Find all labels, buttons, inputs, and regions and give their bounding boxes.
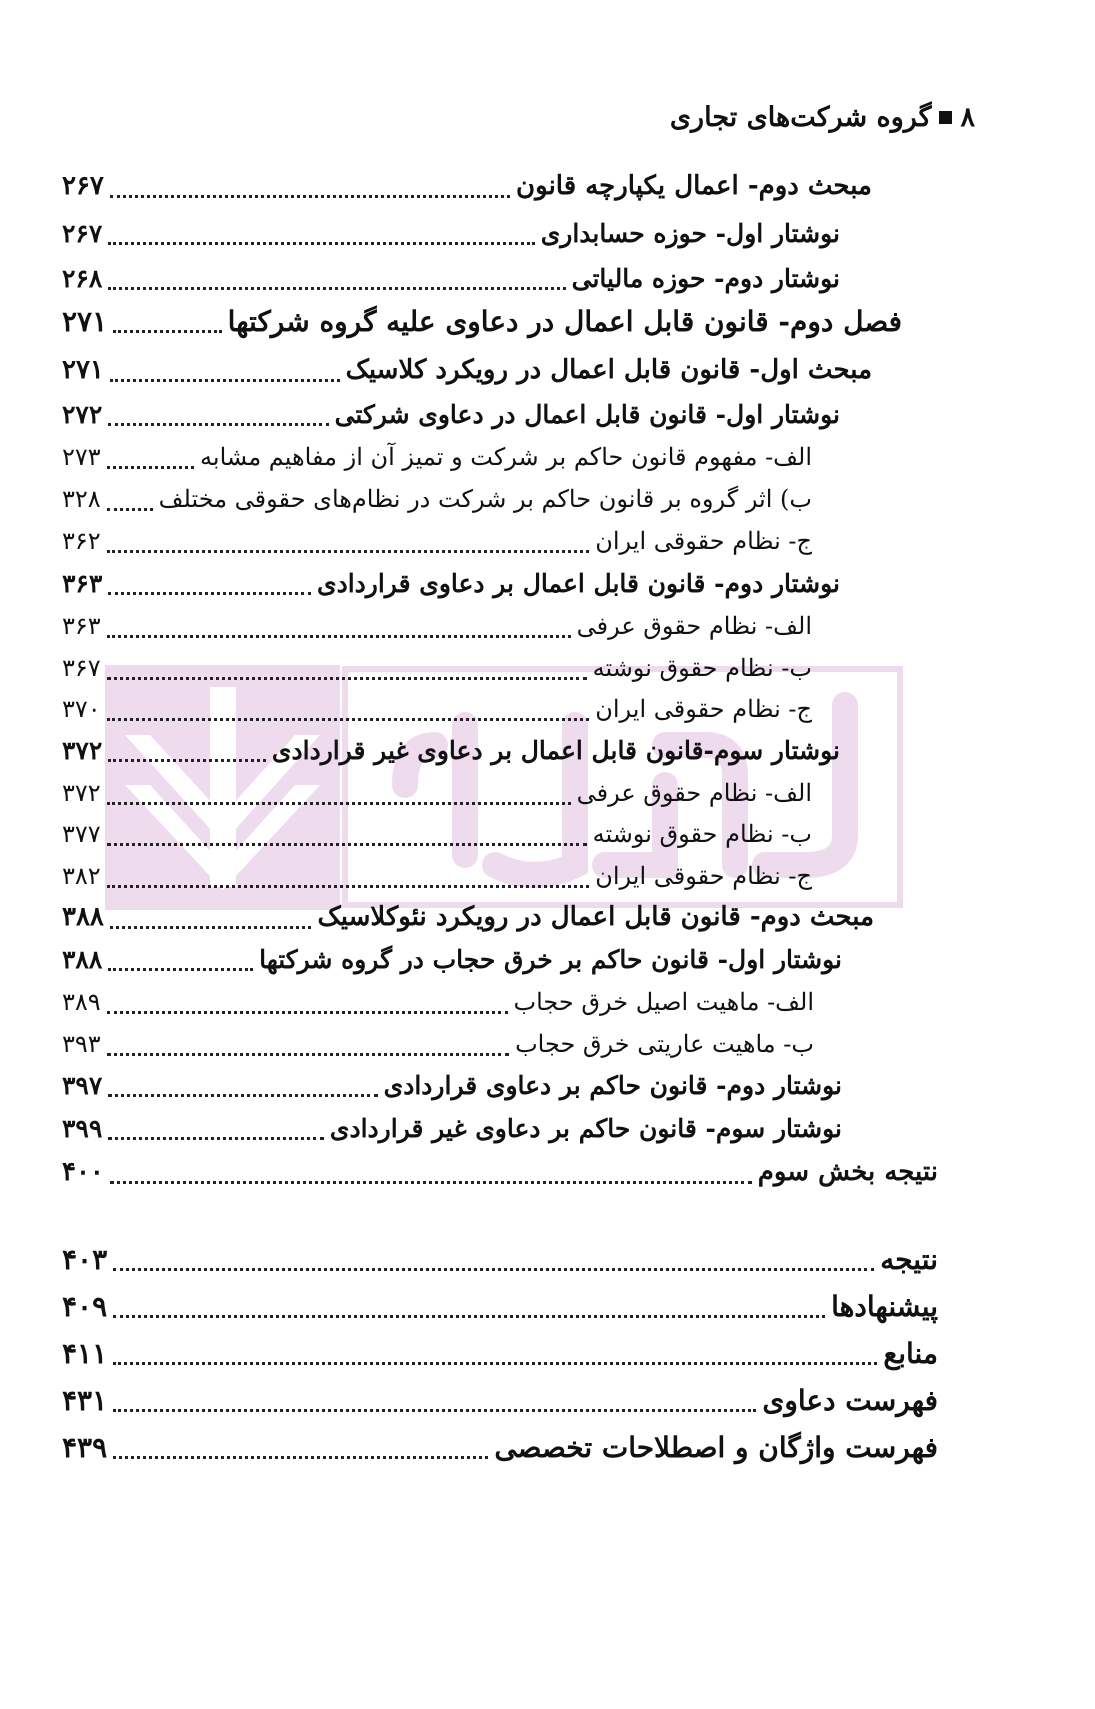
dot-leader <box>110 926 312 929</box>
toc-entry-title: ب) اثر گروه بر قانون حاکم بر شرکت در نظام‌های حقوقی مختلف <box>158 485 812 513</box>
toc-entry[interactable] <box>62 1105 842 1151</box>
toc-entry-title: فهرست واژگان و اصطلاحات تخصصی <box>494 1430 938 1464</box>
dot-leader <box>107 1011 508 1014</box>
toc-entry[interactable] <box>62 1283 938 1329</box>
toc-entry[interactable] <box>62 727 840 773</box>
toc-entry-page: ۲۶۷ <box>62 171 104 201</box>
toc-entry-title: ب- نظام حقوق نوشته <box>592 654 812 682</box>
toc-entry-title: فصل دوم- قانون قابل اعمال در دعاوی علیه گروه شرکتها <box>227 304 902 338</box>
dot-leader <box>110 195 510 198</box>
toc-entry-page: ۳۹۳ <box>62 1030 101 1058</box>
toc-entry[interactable] <box>62 1236 938 1282</box>
toc-entry-page: ۳۹۹ <box>62 1113 103 1143</box>
toc-entry-title: نوشتار اول- قانون قابل اعمال در دعاوی شرکتی <box>334 399 840 429</box>
toc-entry-page: ۲۷۳ <box>62 443 101 471</box>
dot-leader <box>108 1094 377 1097</box>
dot-leader <box>107 635 571 638</box>
toc-entry-page: ۴۰۰ <box>62 1157 104 1187</box>
toc-entry-title: الف- نظام حقوق عرفی <box>576 612 812 640</box>
toc-entry[interactable] <box>62 979 814 1025</box>
toc-entry-page: ۲۷۱ <box>62 355 104 385</box>
toc-entry[interactable] <box>62 163 872 209</box>
book-title: گروه شرکت‌های تجاری <box>669 102 932 133</box>
toc-entry[interactable] <box>62 811 812 857</box>
toc-entry[interactable] <box>62 686 812 732</box>
dot-leader <box>108 1137 324 1140</box>
toc-entry-page: ۴۱۱ <box>62 1336 108 1370</box>
toc-entry[interactable] <box>62 391 840 437</box>
toc-entry[interactable] <box>62 1062 842 1108</box>
toc-entry[interactable] <box>62 936 842 982</box>
toc-entry[interactable] <box>62 434 812 480</box>
toc-entry[interactable] <box>62 1149 938 1195</box>
toc-entry-page: ۴۳۱ <box>62 1383 108 1417</box>
toc-entry-title: نوشتار سوم-قانون قابل اعمال بر دعاوی غیر قراردادی <box>271 735 840 765</box>
toc-entry[interactable] <box>62 645 812 691</box>
toc-entry-title: نوشتار اول- قانون حاکم بر خرق حجاب در گروه شرکتها <box>259 944 842 974</box>
toc-entry[interactable] <box>62 1424 938 1470</box>
toc-entry-title: فهرست دعاوی <box>762 1383 938 1417</box>
toc-entry-page: ۳۷۷ <box>62 820 101 848</box>
dot-leader <box>108 968 253 971</box>
running-header <box>670 102 975 133</box>
toc-entry-title: نتیجه بخش سوم <box>757 1157 938 1187</box>
toc-entry-page: ۳۲۸ <box>62 485 101 513</box>
toc-entry-title: الف- ماهیت اصیل خرق حجاب <box>513 988 814 1016</box>
dot-leader <box>107 508 153 511</box>
toc-entry-title: مبحث اول- قانون قابل اعمال در رویکرد کلاسیک <box>345 355 872 385</box>
toc-entry-page: ۳۶۲ <box>62 527 101 555</box>
toc-entry-page: ۳۶۳ <box>62 568 103 598</box>
toc-entry[interactable] <box>62 298 902 344</box>
dot-leader <box>107 550 590 553</box>
toc-entry-page: ۲۷۱ <box>62 304 108 338</box>
toc-entry-page: ۳۶۷ <box>62 654 101 682</box>
toc-entry-title: ج- نظام حقوقی ایران <box>595 862 812 890</box>
toc-entry-page: ۳۷۲ <box>62 779 101 807</box>
toc-entry-page: ۳۸۹ <box>62 988 101 1016</box>
toc-entry-page: ۲۶۸ <box>62 263 103 293</box>
dot-leader <box>107 677 587 680</box>
toc-entry-title: الف- نظام حقوق عرفی <box>576 779 812 807</box>
page-number: ۸ <box>960 102 975 133</box>
toc-entry-title: نوشتار دوم- قانون حاکم بر دعاوی قراردادی <box>383 1070 842 1100</box>
toc-entry-page: ۳۸۸ <box>62 944 103 974</box>
toc-entry-page: ۳۸۲ <box>62 862 101 890</box>
toc-entry-page: ۲۶۷ <box>62 218 103 248</box>
toc-entry-title: ج- نظام حقوقی ایران <box>595 527 812 555</box>
toc-entry-title: الف- مفهوم قانون حاکم بر شرکت و تمیز آن از مفاهیم مشابه <box>200 443 812 471</box>
dot-leader <box>110 1181 752 1184</box>
toc-entry-title: نوشتار سوم- قانون حاکم بر دعاوی غیر قراردادی <box>329 1113 842 1143</box>
toc-entry[interactable] <box>62 476 812 522</box>
toc-entry-page: ۴۰۳ <box>62 1242 108 1276</box>
dot-leader <box>113 1456 488 1459</box>
toc-entry-page: ۴۳۹ <box>62 1430 108 1464</box>
toc-entry[interactable] <box>62 1021 814 1067</box>
dot-leader <box>107 466 194 469</box>
dot-leader <box>108 592 311 595</box>
toc-entry-page: ۳۷۰ <box>62 695 101 723</box>
dot-leader <box>108 759 266 762</box>
toc-entry[interactable] <box>62 853 812 899</box>
toc-entry-title: مبحث دوم- اعمال یکپارچه قانون <box>516 171 872 201</box>
toc-entry-page: ۳۷۲ <box>62 735 103 765</box>
toc-entry-title: نوشتار دوم- قانون قابل اعمال بر دعاوی قراردادی <box>317 568 840 598</box>
square-bullet-icon <box>939 111 952 124</box>
dot-leader <box>113 1315 825 1318</box>
dot-leader <box>108 242 534 245</box>
toc-entry[interactable] <box>62 1330 938 1376</box>
toc-entry-page: ۲۷۲ <box>62 399 103 429</box>
toc-entry[interactable] <box>62 770 812 816</box>
dot-leader <box>107 885 590 888</box>
toc-entry[interactable] <box>62 255 840 301</box>
toc-entry-title: ب- ماهیت عاریتی خرق حجاب <box>515 1030 814 1058</box>
toc-entry-page: ۴۰۹ <box>62 1289 108 1323</box>
dot-leader <box>113 1268 874 1271</box>
dot-leader <box>113 330 221 333</box>
toc-entry[interactable] <box>62 518 812 564</box>
dot-leader <box>108 423 328 426</box>
toc-entry[interactable] <box>62 210 840 256</box>
dot-leader <box>110 379 340 382</box>
toc-entry-title: نوشتار اول- حوزه حسابداری <box>540 218 840 248</box>
toc-entry-title: نتیجه <box>880 1242 938 1276</box>
toc-entry[interactable] <box>62 894 874 940</box>
toc-entry-title: نوشتار دوم- حوزه مالیاتی <box>571 263 840 293</box>
toc-entry-title: ج- نظام حقوقی ایران <box>595 695 812 723</box>
toc-entry-page: ۳۸۸ <box>62 902 104 932</box>
dot-leader <box>108 287 565 290</box>
dot-leader <box>107 843 587 846</box>
toc-entry[interactable] <box>62 1377 938 1423</box>
toc-entry-title: مبحث دوم- قانون قابل اعمال در رویکرد نئوکلاسیک <box>317 902 874 932</box>
dot-leader <box>113 1409 756 1412</box>
toc-entry-title: منابع <box>883 1336 938 1370</box>
toc-entry-page: ۳۹۷ <box>62 1070 103 1100</box>
toc-entry[interactable] <box>62 603 812 649</box>
toc-entry-title: پیشنهادها <box>831 1289 938 1323</box>
dot-leader <box>107 802 571 805</box>
toc-entry[interactable] <box>62 560 840 606</box>
toc-entry-title: ب- نظام حقوق نوشته <box>592 820 812 848</box>
dot-leader <box>107 718 590 721</box>
dot-leader <box>113 1362 877 1365</box>
dot-leader <box>107 1053 509 1056</box>
toc-entry-page: ۳۶۳ <box>62 612 101 640</box>
toc-entry[interactable] <box>62 347 872 393</box>
